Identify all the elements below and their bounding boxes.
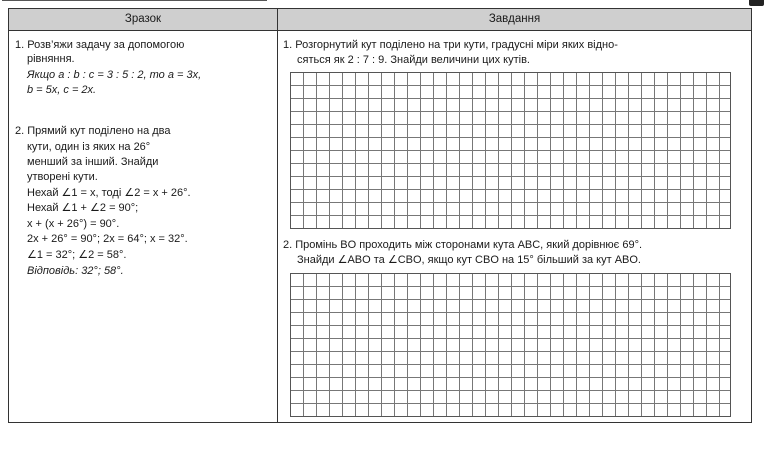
- sample-line: Якщо a : b : c = 3 : 5 : 2, то a = 3x,: [27, 69, 202, 81]
- task2-line: 2. Промінь BO проходить між сторонами кута ABC, який дорівнює 69°.: [283, 239, 643, 251]
- task1-line: 1. Розгорнутий кут поділено на три кути, градусні міри яких відно-: [283, 39, 618, 51]
- answer-grid-2[interactable]: [290, 273, 731, 417]
- corner-tab: [749, 0, 764, 6]
- sample-line: x + (x + 26°) = 90°.: [27, 218, 120, 230]
- sample-answer: Відповідь: 32°; 58°.: [27, 265, 124, 277]
- task2-line: Знайди ∠ABO та ∠CBO, якщо кут CBO на 15° більший за кут ABO.: [297, 254, 641, 266]
- sample-line: 2x + 26° = 90°; 2x = 64°; x = 32°.: [27, 233, 188, 245]
- sample-line: ∠1 = 32°; ∠2 = 58°.: [27, 249, 127, 261]
- answer-grid-1[interactable]: [290, 72, 731, 229]
- sample-line: b = 5x, c = 2x.: [27, 84, 97, 96]
- sample-line: рівняння.: [27, 53, 75, 65]
- column-divider: [277, 9, 278, 422]
- sample-line: Нехай ∠1 + ∠2 = 90°;: [27, 202, 139, 214]
- sample-line: Нехай ∠1 = x, тоді ∠2 = x + 26°.: [27, 187, 191, 199]
- sample-line: 2. Прямий кут поділено на два: [15, 125, 171, 137]
- sample-line: утворені кути.: [27, 171, 98, 183]
- sample-line: кути, один із яких на 26°: [27, 141, 151, 153]
- exercise-table: [8, 8, 752, 423]
- sample-line: менший за інший. Знайди: [27, 156, 159, 168]
- task1-line: сяться як 2 : 7 : 9. Знайди величини цих кутів.: [297, 54, 530, 66]
- header-sample: Зразок: [124, 13, 162, 25]
- sample-line: 1. Розв’яжи задачу за допомогою: [15, 39, 185, 51]
- header-task: Завдання: [488, 13, 541, 25]
- top-rule: [2, 0, 267, 1]
